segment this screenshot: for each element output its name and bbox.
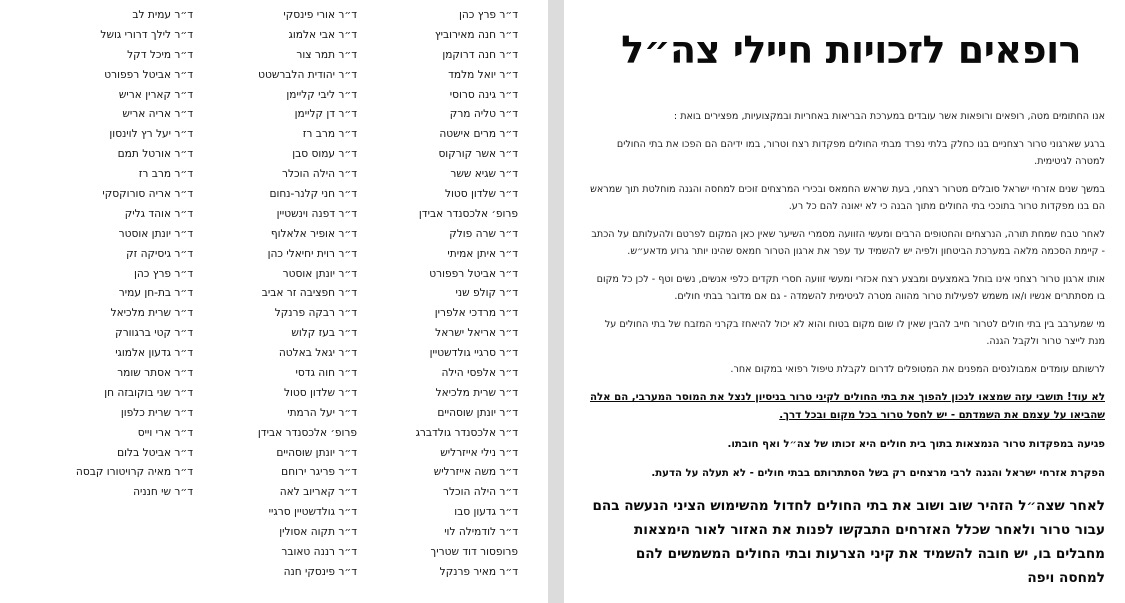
signatories-column-1 [343,6,518,583]
signatory-name: ד״ר ארי וייס [137,426,193,439]
signatories-column-3 [18,6,193,503]
signatory-name: ד״ר מיכל דקל [127,48,193,61]
signatory-name: ד״ר יעל רץ לוינסון [109,128,193,141]
signatory-name: ד״ר אופיר אלאלוף [270,227,357,240]
signatory-name: ד״ר בת-חן עמיר [118,287,193,300]
signatory-name: ד״ר אלפסי הילה [441,367,518,380]
signatory-name: ד״ר יואל מלמד [448,68,518,81]
signatory-name: ד״ר גולדשטיין סרגיי [268,506,357,519]
signatory-name: ד״ר מאיר פרנקל [439,565,518,578]
signatory-name: ד״ר שגיא ששר [450,168,518,181]
signatory-name: ד״ר לודמילה לוי [444,526,518,539]
signatory-name: ד״ר רננה טאובר [281,546,357,559]
signatory-name: ד״ר פרץ כהן [458,9,518,21]
signatory-name: ד״ר פריגר ירוחם [281,466,357,479]
signatory-name: ד״ר פינסקי חנה [283,565,357,578]
signatory-name: ד״ר רבקה פרנקל [274,307,357,320]
signatory-name: ד״ר גדעון אלמוגי [115,347,193,360]
signatory-name: ד״ר שרית מלכיאל [110,307,193,320]
signatory-name: ד״ר קאריוב לאה [279,486,357,499]
signatory-name: ד״ר שני בוקובזה חן [104,386,193,399]
letter-paragraph: לרשותם עומדים אמבולנסים המפנים את המטופלים לדרום לקבלת טיפול רפואי במקום אחר. [730,364,1105,375]
signatory-name: ד״ר יונתן אוסטר [282,267,357,280]
signatory-name: ד״ר עמוס סבן [292,148,357,161]
signatories-panel [0,0,548,603]
signatory-name: ד״ר שלדון סטול [444,188,518,201]
signatory-name: ד״ר דן קליימן [294,108,357,121]
signatory-name: ד״ר טליה מרק [449,108,518,121]
signatory-name: ד״ר קארין אריש [118,88,193,101]
letter-paragraph: לאחר טבח שמחת תורה, הנרצחים והחטופים הרבים ומעשי הזוועה מסמרי השיער שאין כאן המקום לפרטם ולהעלותם על הכתב - קיימת הסכמה מלאה במערכת הביטחון ולפיה יש להשמיד עד עפר את ארגון הטרור חמאס שהינו יותר גרוע מדאע״ש. [591,229,1105,257]
signatory-name: ד״ר נילי אייזרליש [440,446,518,459]
signatory-name: ד״ר מרב רז [302,128,357,141]
signatory-name: ד״ר חנה מאירוביץ [434,28,518,41]
signatory-name: ד״ר שי חנניה [133,486,193,499]
signatory-name: ד״ר עמית לב [132,9,193,21]
signatory-name: ד״ר יגאל באלטה [278,347,357,360]
signatory-name: ד״ר תמר צור [296,48,357,61]
signatory-name: ד״ר לילך דרורי גושל [100,28,193,41]
signatory-name: ד״ר אורי פינסקי [283,9,357,21]
signatory-name: ד״ר אביטל בלום [117,446,193,459]
letter-body [589,108,1105,601]
signatory-name: פרופ׳ אלכסנדר אבידן [418,207,518,220]
letter-paragraph: מי שמערבב בין בתי חולים לטרור חייב להבין שאין לו שום מקום בטוח והוא לא יכול להיאחז בקרני המזבח של בתי החולים על מנת לייצר טרור ולקבל הגנה. [604,319,1105,347]
signatory-name: ד״ר אריה אריש [122,108,193,121]
signatory-name: פרופסור דוד שטריך [430,546,518,559]
signatory-name: ד״ר חוה גדסי [295,367,357,380]
signatory-name: ד״ר יונתן שוסהיים [437,406,518,419]
signatory-name: ד״ר אביטל רפפורט [429,267,518,280]
signatory-name: ד״ר אריאל ישראל [435,327,518,340]
signatory-name: ד״ר אוהד גליק [124,207,193,220]
signatory-name: ד״ר שרית מלכיאל [435,386,518,399]
letter-paragraph: פגיעה במפקדות טרור הנמצאות בתוך בית חולים היא זכותו של צה״ל ואף חובתו. [727,439,1105,450]
signatory-name: פרופ׳ אלכסנדר אבידן [257,426,357,439]
signatory-name: ד״ר חנה דרוקמן [442,48,518,61]
signatory-name: ד״ר ליבי קליימן [286,88,357,101]
signatory-name: ד״ר פרץ כהן [133,267,193,280]
signatory-name: ד״ר יעל הרמתי [287,406,357,419]
signatory-name: ד״ר בעז קלוש [291,327,357,340]
letter-paragraph: הפקרת אזרחי ישראל והגנה לרבי מרצחים רק בשל הסתתרותם בבתי חולים - לא תעלה על הדעת. [651,468,1105,479]
signatory-name: ד״ר איתן אמיתי [447,247,518,260]
signatory-name: ד״ר דפנה וינשטיין [276,207,357,220]
signatory-name: ד״ר גינה סרוסי [449,88,518,101]
letter-paragraph: אותו ארגון טרור רצחני אינו בוחל באמצעים ומבצע רצח אכזרי ומעשי זוועה חסרי תקדים כלפי אנשים, נשים וטף - לכן כל מקום בו מסתתרים אנשיו ו/או משמש לפעילות טרור מהווה מטרה לגיטימית להשמדה - גם אם מדובר בבתי חולים. [596,274,1105,302]
letter-title: רופאים לזכויות חיילי צה״ל [621,28,1081,72]
signatory-name: ד״ר אביטל רפפורט [104,68,193,81]
signatory-name: ד״ר גיסיקה זק [126,247,193,260]
signatory-name: ד״ר שרה פולק [449,227,518,240]
signatory-name: ד״ר אשר קורקוס [438,148,518,161]
signatory-name: ד״ר מרדכי אלפרין [434,307,518,320]
signatory-name: ד״ר מאיה קרויטורו קבסה [75,466,193,479]
signatory-name: ד״ר קטי ברגוורק [115,327,193,340]
signatory-name: ד״ר אלכסנדר גולדברג [415,426,518,439]
signatory-name: ד״ר רוית יחיאלי כהן [267,247,357,260]
letter-paragraph: ברגע שארגוני טרור רצחניים בנו כחלק בלתי נפרד מבתי החולים מפקדות רצח וטרור, במו ידיהם הם הפכו את בתי החולים למטרה לגיטימית. [616,139,1105,167]
signatory-name: ד״ר מרב רז [138,168,193,181]
signatory-name: ד״ר יהודית הלברשטט [258,68,357,81]
petition-letter [564,0,1125,603]
signatory-name: ד״ר משה אייזרליש [433,466,518,479]
signatory-name: ד״ר הילה הוכלר [443,486,518,499]
signatory-name: ד״ר שלדון סטול [283,386,357,399]
signatory-name: ד״ר הילה הוכלר [282,168,357,181]
letter-paragraph: לאחר שצה״ל הזהיר שוב ושוב את בתי החולים לחדול מהשימוש הציני הנעשה בהם עבור טרור ולאחר שכלל האזרחים התבקשו לפנות את האזור לאור הימצאות מחבלים בו, יש חובה להשמיד את קיני הצרעות ובתי החולים המשמשים להם למחסה ויפה [592,498,1105,586]
signatory-name: ד״ר אורטל תמם [117,148,193,161]
signatories-column-2 [182,6,357,583]
signatory-name: ד״ר מרים אישטה [439,128,518,141]
signatory-name: ד״ר שרית כלפון [120,406,193,419]
signatory-name: ד״ר אבי אלמוג [288,28,357,41]
signatory-name: ד״ר אסתר שומר [117,367,193,380]
signatory-name: ד״ר גדעון סבו [454,506,518,519]
signatory-name: ד״ר חני קלנר-נחום [269,188,357,201]
signatory-name: ד״ר סרגיי גולדשטיין [429,347,518,360]
letter-paragraph: אנו החתומים מטה, רופאים ורופאות אשר עובדים במערכת הבריאות באחריות ובמקצועיות, מפצירים בואת : [673,111,1105,122]
signatory-name: ד״ר אריה סורוקסקי [102,188,193,201]
signatory-name: ד״ר חפציבה זר אביב [261,287,357,300]
letter-paragraph: במשך שנים אזרחי ישראל סובלים מטרור רצחני, בעת שראש החמאס ובכירי המרצחים זוכים למחסה והגנה מוחלטת תוך שמראש הם בנו מפקדות טרור בתוככי בתי החולים מתוך הבנה כי לא יאונה להם כל רע. [590,184,1105,212]
letter-paragraph: לא עוד! תושבי עזה שמצאו לנכון להפוך את בתי החולים לקיני טרור בניסיון לנצל את המוסר המערבי, הם אלה שהביאו על עצמם את השמדתם - יש לחסל טרור בכל מקום ובכל דרך. [590,392,1105,421]
signatory-name: ד״ר קולפ שני [455,287,518,300]
signatory-name: ד״ר יונתן אוסטר [118,227,193,240]
signatory-name: ד״ר תקוה אסולין [279,526,357,539]
signatory-name: ד״ר יונתן שוסהיים [276,446,357,459]
